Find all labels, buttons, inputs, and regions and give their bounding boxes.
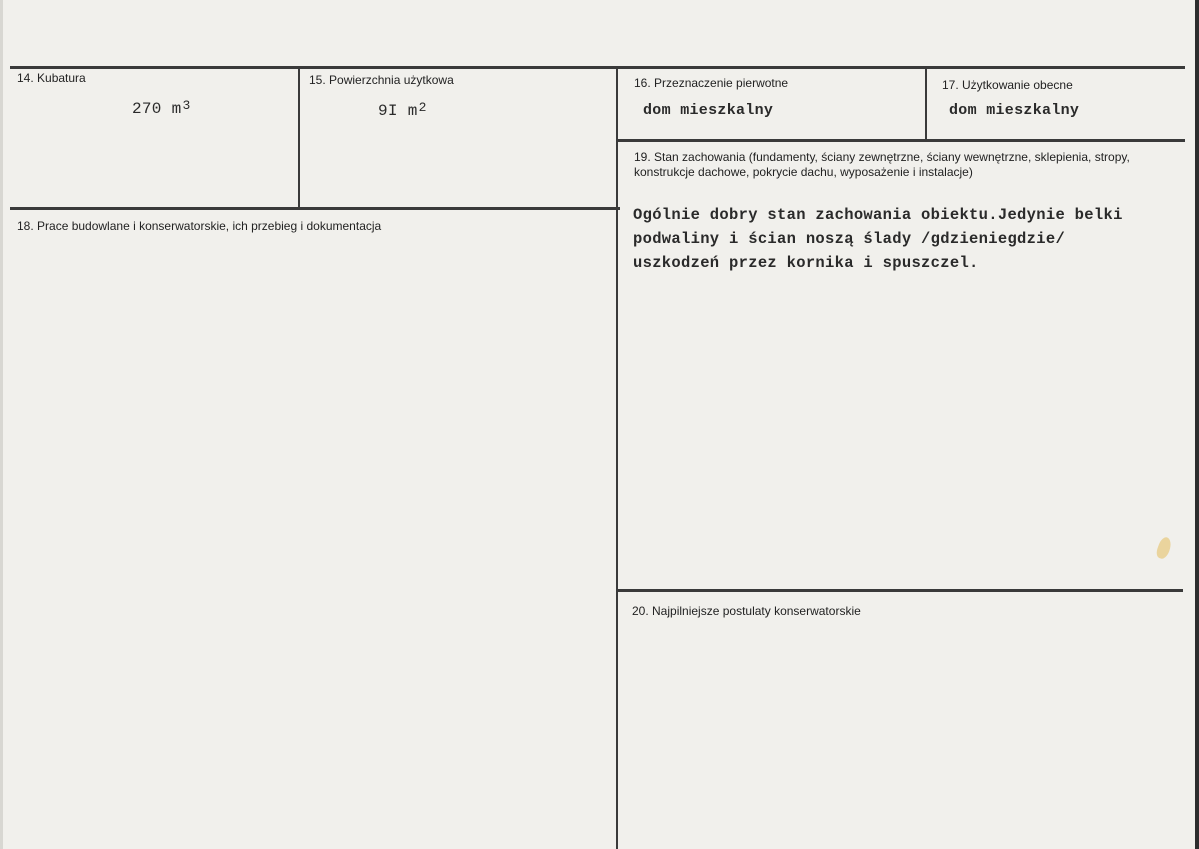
field-15-value-text: 9I m — [378, 102, 418, 120]
field-19-text-line: uszkodzeń przez kornika i spuszczel. — [633, 254, 979, 272]
field-16-label: 16. Przeznaczenie pierwotne — [634, 76, 789, 90]
field-19-label: 19. Stan zachowania (fundamenty, ściany zewnętrzne, ściany wewnętrzne, sklepienia, stropy, konstrukcje dachowe, pokrycie dachu, wyposażenie i instalacje) — [634, 150, 1130, 179]
field-18-label: 18. Prace budowlane i konserwatorskie, ich przebieg i dokumentacja — [17, 219, 382, 233]
field-17-value: dom mieszkalny — [949, 102, 1080, 119]
field-15-label: 15. Powierzchnia użytkowa — [309, 73, 454, 87]
field-14-exponent: 3 — [182, 98, 191, 113]
divider-main — [616, 66, 618, 849]
field-20-label: 20. Najpilniejsze postulaty konserwatorskie — [632, 604, 861, 618]
left-edge — [0, 0, 3, 849]
field-16-value: dom mieszkalny — [643, 102, 774, 119]
field-19-text — [633, 203, 1123, 275]
field-19-text-line: podwaliny i ścian noszą ślady /gdzieniegdzie/ — [633, 230, 1066, 248]
divider-16-17 — [925, 66, 927, 141]
top-rule — [10, 66, 1185, 69]
field-17-label: 17. Użytkowanie obecne — [942, 78, 1073, 92]
paper-stain — [1155, 536, 1174, 561]
field-15-exponent: 2 — [418, 100, 427, 115]
field-19-text-line: Ogólnie dobry stan zachowania obiektu.Jedynie belki — [633, 206, 1123, 224]
right-edge — [1195, 0, 1199, 849]
rule-14-15-bottom — [10, 207, 620, 210]
field-14-label: 14. Kubatura — [17, 71, 86, 85]
divider-14-15 — [298, 66, 300, 209]
field-14-value — [132, 100, 191, 118]
field-15-value — [378, 102, 427, 120]
field-14-value-text: 270 m — [132, 100, 182, 118]
rule-19-bottom — [618, 589, 1183, 592]
rule-16-17-bottom — [618, 139, 1185, 142]
